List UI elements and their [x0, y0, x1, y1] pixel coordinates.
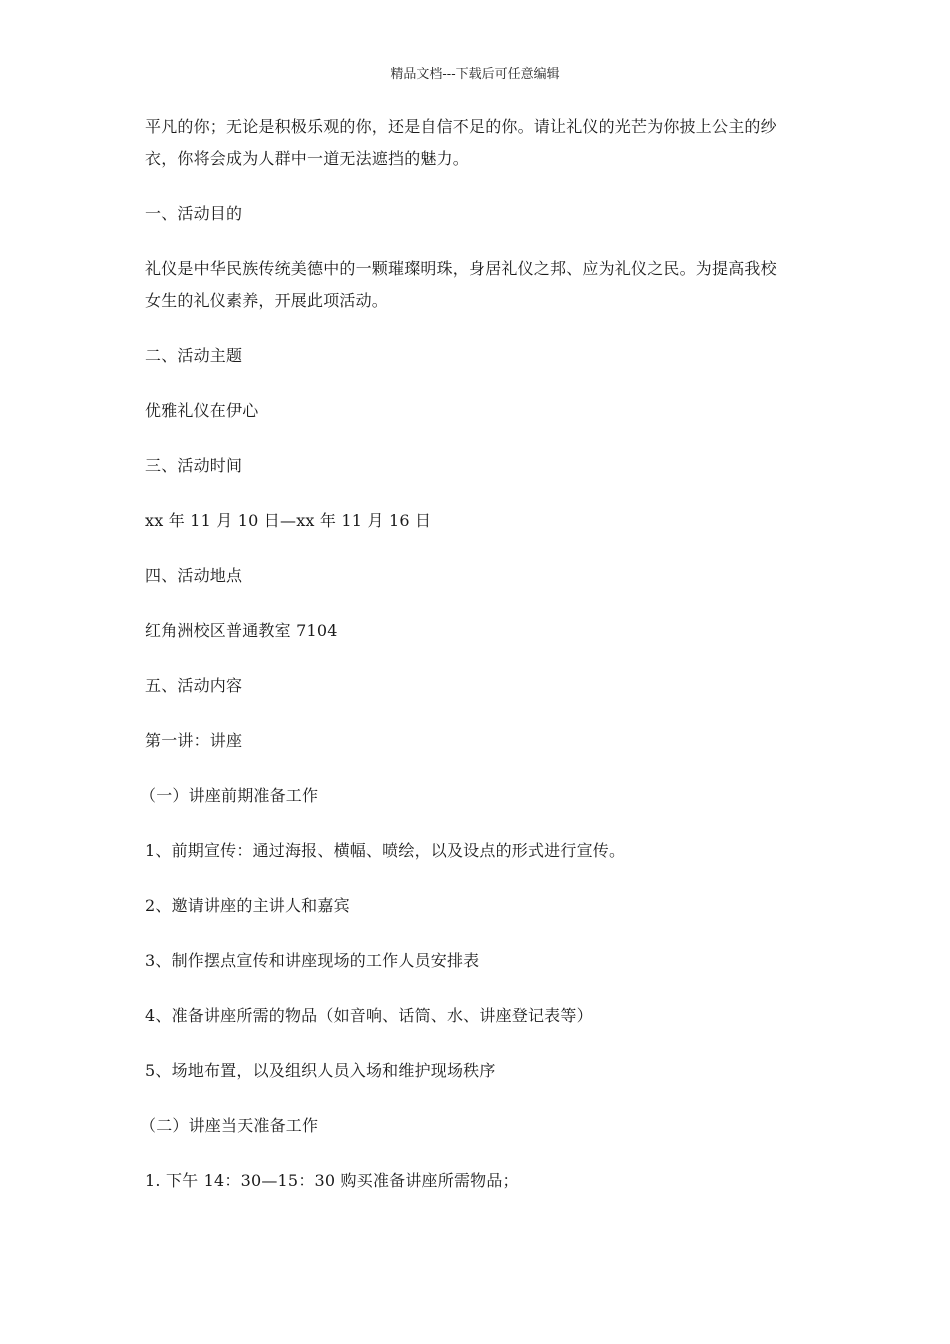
- section-heading: 二、活动主题: [145, 346, 243, 365]
- section-heading: 三、活动时间: [145, 456, 243, 475]
- list-item: 4、准备讲座所需的物品（如音响、话筒、水、讲座登记表等）: [145, 1006, 593, 1025]
- subsection-heading: （二）讲座当天准备工作: [140, 1116, 319, 1135]
- list-item: 5、场地布置，以及组织人员入场和维护现场秩序: [145, 1061, 496, 1080]
- section-heading: 五、活动内容: [145, 676, 243, 695]
- page-header: 精品文档---下载后可任意编辑: [390, 67, 560, 82]
- list-item: 1、前期宣传：通过海报、横幅、喷绘，以及设点的形式进行宣传。: [145, 841, 626, 860]
- list-item: 3、制作摆点宣传和讲座现场的工作人员安排表: [145, 951, 480, 970]
- paragraph-line: 平凡的你；无论是积极乐观的你，还是自信不足的你。请让礼仪的光芒为你披上公主的纱: [145, 117, 777, 136]
- paragraph-line: xx 年 11 月 10 日—xx 年 11 月 16 日: [145, 511, 432, 530]
- section-heading: 一、活动目的: [145, 204, 243, 223]
- paragraph-line: 衣，你将会成为人群中一道无法遮挡的魅力。: [145, 149, 470, 168]
- paragraph-line: 红角洲校区普通教室 7104: [145, 621, 338, 640]
- paragraph-line: 礼仪是中华民族传统美德中的一颗璀璨明珠，身居礼仪之邦、应为礼仪之民。为提高我校: [145, 259, 777, 278]
- paragraph-line: 女生的礼仪素养，开展此项活动。: [145, 291, 389, 310]
- section-heading: 四、活动地点: [145, 566, 243, 585]
- list-item: 1. 下午 14：30—15：30 购买准备讲座所需物品；: [145, 1171, 519, 1190]
- list-item: 2、邀请讲座的主讲人和嘉宾: [145, 896, 350, 915]
- subsection-heading: （一）讲座前期准备工作: [140, 786, 319, 805]
- paragraph-line: 优雅礼仪在伊心: [145, 401, 259, 420]
- paragraph-line: 第一讲：讲座: [145, 731, 243, 750]
